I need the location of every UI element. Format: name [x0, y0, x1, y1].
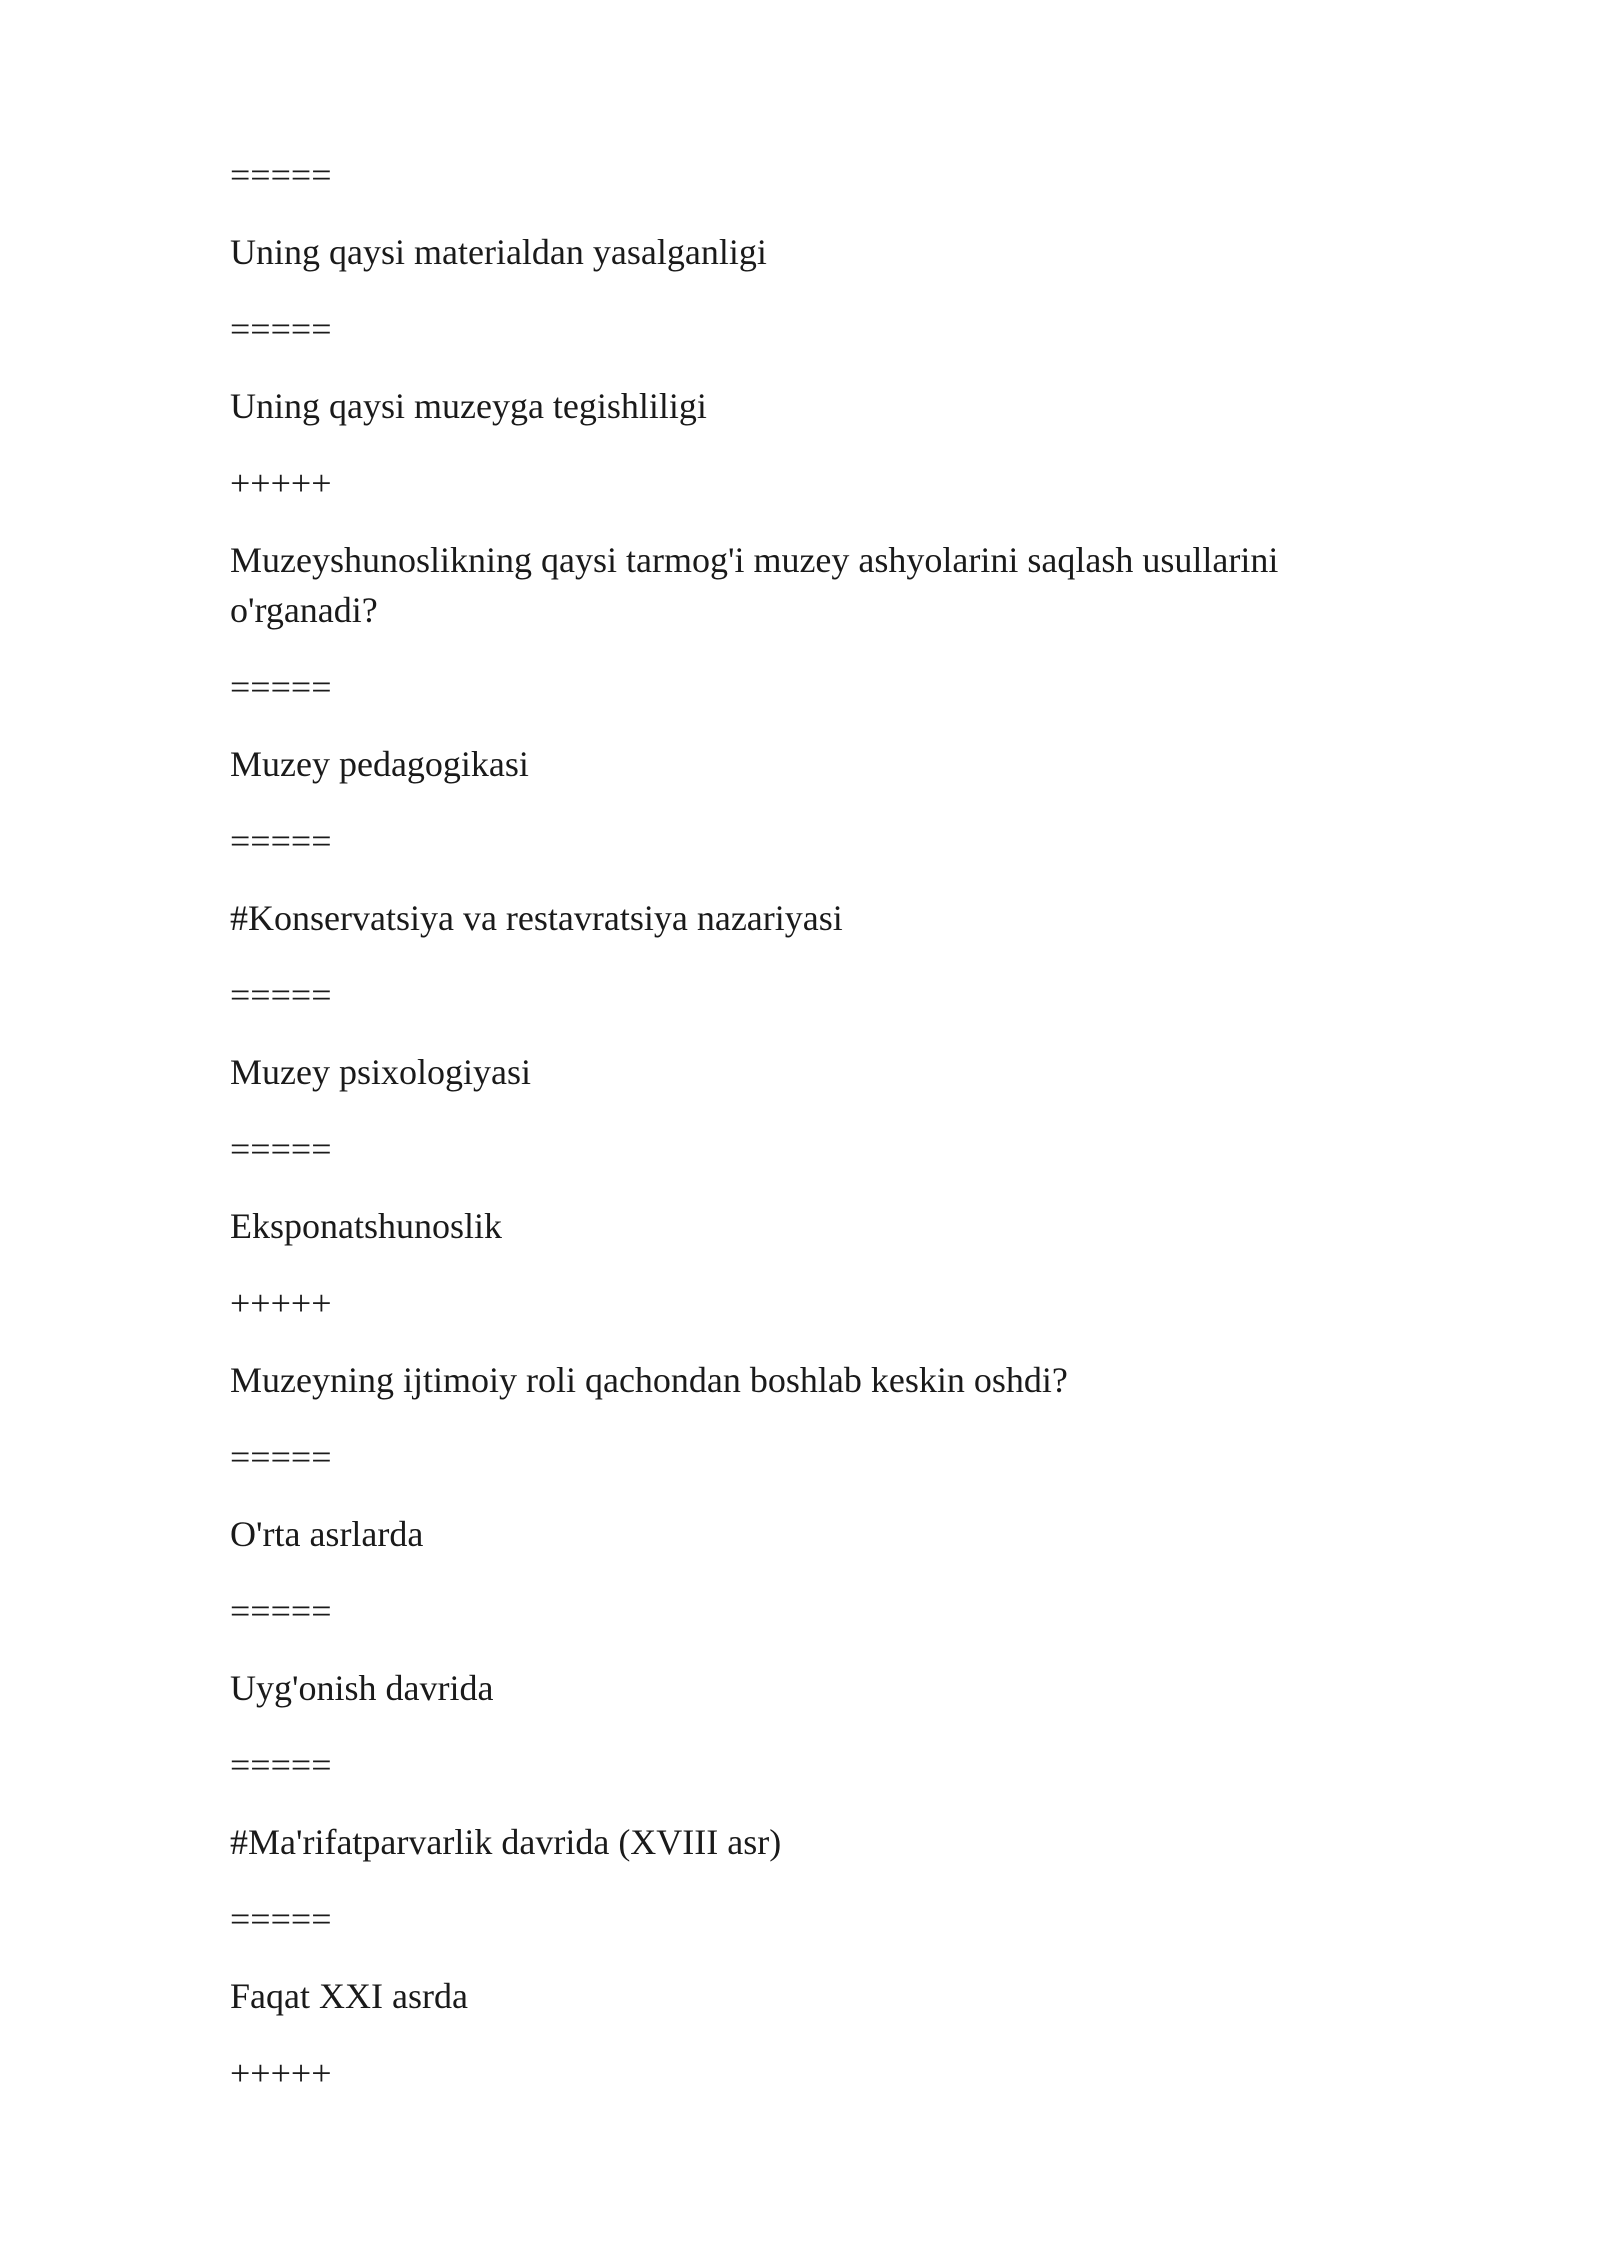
- correct-answer-option: #Konservatsiya va restavratsiya nazariyasi: [230, 898, 843, 938]
- option-separator: =====: [230, 1437, 332, 1477]
- option-separator: =====: [230, 1745, 332, 1785]
- correct-answer-option: #Ma'rifatparvarlik davrida (XVIII asr): [230, 1822, 782, 1862]
- option-separator: =====: [230, 1899, 332, 1939]
- answer-option: Muzey pedagogikasi: [230, 744, 529, 784]
- option-separator: =====: [230, 155, 332, 195]
- question-text: Muzeyshunoslikning qaysi tarmog'i muzey ashyolarini saqlash usullarini o'rganadi?: [230, 540, 1279, 630]
- answer-option: Faqat XXI asrda: [230, 1976, 468, 2016]
- answer-option: O'rta asrlarda: [230, 1514, 424, 1554]
- answer-option: Eksponatshunoslik: [230, 1206, 503, 1246]
- option-separator: =====: [230, 1591, 332, 1631]
- answer-option: Uyg'onish davrida: [230, 1668, 494, 1708]
- answer-option: Uning qaysi materialdan yasalganligi: [230, 232, 767, 272]
- option-separator: =====: [230, 309, 332, 349]
- option-separator: =====: [230, 821, 332, 861]
- question-separator: +++++: [230, 463, 332, 503]
- option-separator: =====: [230, 975, 332, 1015]
- document-body: [230, 150, 1370, 2125]
- answer-option: Uning qaysi muzeyga tegishliligi: [230, 386, 707, 426]
- question-text: Muzeyning ijtimoiy roli qachondan boshlab keskin oshdi?: [230, 1360, 1068, 1400]
- option-separator: =====: [230, 667, 332, 707]
- answer-option: Muzey psixologiyasi: [230, 1052, 531, 1092]
- question-separator: +++++: [230, 1283, 332, 1323]
- option-separator: =====: [230, 1129, 332, 1169]
- question-separator: +++++: [230, 2053, 332, 2093]
